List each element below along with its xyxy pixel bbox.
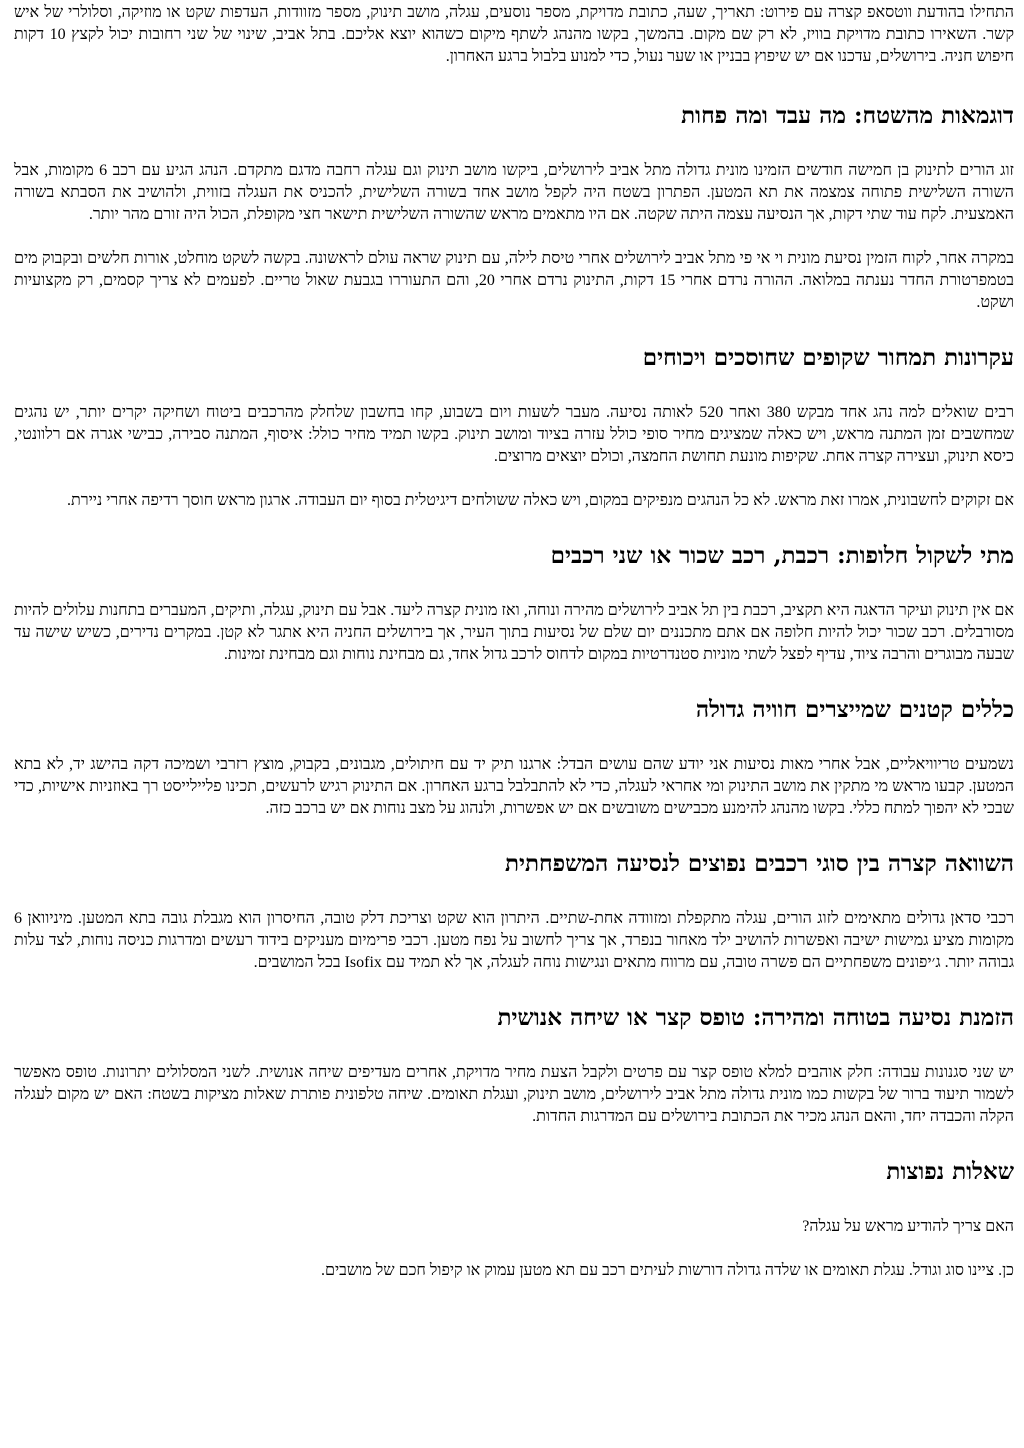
- section-faq: [14, 1157, 1014, 1282]
- faq-answer: כן. ציינו סוג וגודל. עגלת תאומים או שלדה גדולה דורשות לעיתים רכב עם תא מטען עמוק או קיפול חכם של מושבים.: [320, 1262, 1014, 1279]
- body-paragraph: רכבי סדאן גדולים מתאימים לזוג הורים, עגלה מתקפלת ומזוודה אחת-שתיים. היתרון הוא שקט וצריכת דלק טובה, החיסרון הוא מגבלת גובה בתא המטען. מיניוואן 6 מקומות מציע גמישות ישיבה ואפשרות להושיב ילד מאחור בנפרד, אך צריך לחשוב על נפח מטען. רכבי פרימיום מעניקים בידוד רעשים ומדרגות כניסה נוחות, לצד עלות גבוהה יותר. ג׳יפונים משפחתיים הם פשרה טובה, עם מרווח מתאים ונגישות נוחה לעגלה, אך לא תמיד עם Isofix בכל המושבים.: [14, 910, 1014, 971]
- faq-heading: שאלות נפוצות: [886, 1158, 1014, 1185]
- body-paragraph: רבים שואלים למה נהג אחד מבקש 380 ואחר 520 לאותה נסיעה. מעבר לשעות ויום בשבוע, קחו בחשבון שלחלק מהרכבים ביטוח ושחיקה יקרים יותר, יש נהגים שמחשבים זמן המתנה מראש, ויש כאלה שמציגים מחיר סופי כולל עזרה בציוד ומושב תינוק. בקשו תמיד מחיר כולל: איסוף, המתנה סבירה, כבישי אגרה אם רלוונטי, כיסא תינוק, ועצירה קצרה אחת. שקיפות מונעת תחושת החמצה, וכולם יוצאים מרוצים.: [14, 404, 1014, 465]
- section-vehicle-comparison: [14, 849, 1014, 974]
- section-heading: דוגמאות מהשטח: מה עבד ומה פחות: [681, 102, 1014, 129]
- section-heading: הזמנת נסיעה בטוחה ומהירה: טופס קצר או שיחה אנושית: [497, 1004, 1014, 1031]
- body-paragraph: אם אין תינוק ועיקר הדאגה היא תקציב, רכבת בין תל אביב לירושלים מהירה ונוחה, ואז מונית קצרה ליעד. אבל עם תינוק, עגלה, ותיקים, המעברים בתחנות עלולים להיות מסורבלים. רכב שכור יכול להיות חלופה אם אתם מתכננים יום שלם של נסיעות בתוך העיר, אך בירושלים החניה היא אתגר לא קטן. במקרים נדירים, כשיש שישה עד שבעה מבוגרים והרבה ציוד, עדיף לפצל לשתי מוניות סטנדרטיות במקום לדחוס לרכב גדול אחד, גם מבחינת נוחות וגם מבחינת זמינות.: [14, 602, 1014, 663]
- section-booking: [14, 1003, 1014, 1128]
- body-paragraph: זוג הורים לתינוק בן חמישה חודשים הזמינו מונית גדולה מתל אביב לירושלים, ביקשו מושב תינוק וגם עגלה רחבה מדגם מתקדם. הנהג הגיע עם רכב 6 מקומות, אבל השורה השלישית פתוחה צמצמה את תא המטען. הפתרון בשטח היה לקפל מושב אחד בשורה השלישית, להכניס את העגלה בזווית, ולהושיב את הסבתא בשורה האמצעית. לקח עוד שתי דקות, אך הנסיעה עצמה היתה שקטה. אם היו מתאמים מראש שהשורה השלישית תישאר חצי מקופלת, הכול היה זורם מהר יותר.: [14, 162, 1014, 223]
- body-paragraph: במקרה אחר, לקוח הזמין נסיעת מונית וי אי פי מתל אביב לירושלים אחרי טיסת לילה, עם תינוק שראה עולם לראשונה. בקשה לשקט מוחלט, אורות חלשים ובקבוק מים בטמפרטורת החדר נענתה במלואה. ההורה נרדם אחרי 15 דקות, התינוק נרדם אחרי 20, והם התעוררו בגבעת שאול טריים. לפעמים לא צריך קסמים, רק מקצועיות ושקט.: [14, 250, 1014, 311]
- intro-paragraph: התחילו בהודעת ווטסאפ קצרה עם פירוט: תאריך, שעה, כתובת מדויקת, מספר נוסעים, עגלה, מושב תינוק, מספר מזוודות, העדפות שקט או מוזיקה, וסלולרי של איש קשר. השאירו כתובת מדויקת בוויז, לא רק שם מקום. בהמשך, בקשו מהנהג לשתף מיקום כשהוא יוצא אליכם. בתל אביב, שינוי של שני רחובות יכול לקצץ 10 דקות חיפוש חניה. בירושלים, עדכנו אם יש שיפוץ בבניין או שער נעול, כדי למנוע בלבול ברגע האחרון.: [14, 4, 1015, 65]
- body-paragraph: נשמעים טריוויאליים, אבל אחרי מאות נסיעות אני יודע שהם עושים הבדל: ארגנו תיק יד עם חיתולים, מגבונים, בקבוק, מוצץ רזרבי ושמיכה דקה בהישג יד, לא בתא המטען. קבעו מראש מי מתקין את מושב התינוק ומי אחראי לעגלה, כדי לא להתבלבל ברגע האחרון. אם התינוק רגיש לרעשים, תכינו פליילייסט רך באוזניות אישיות, כדי שבכי לא יהפוך למתח כללי. בקשו מהנהג להימנע מכבישים משובשים אם יש אפשרות, ולנהוג על מצב נוחות אם יש ברכב כזה.: [14, 756, 1014, 817]
- body-paragraph: יש שני סגנונות עבודה: חלק אוהבים למלא טופס קצר עם פרטים ולקבל הצעת מחיר מדויקת, אחרים מעדיפים שיחה אנושית. לשני המסלולים יתרונות. טופס מאפשר לשמור תיעוד ברור של בקשות כמו מונית גדולה מתל אביב לירושלים, מושב תינוק, ועגלת תאומים. שיחה טלפונית פותרת שאלות מציקות בשטח: האם יש מקום לעגלה הקלה והכבדה יחד, והאם הנהג מכיר את הכתובת בירושלים עם המדרגות החדות.: [14, 1064, 1014, 1125]
- section-heading: מתי לשקול חלופות: רכבת, רכב שכור או שני רכבים: [550, 542, 1014, 569]
- body-paragraph: אם זקוקים לחשבונית, אמרו זאת מראש. לא כל הנהגים מנפיקים במקום, ויש כאלה ששולחים דיגיטלית בסוף יום העבודה. ארגון מראש חוסך רדיפה אחרי ניירת.: [66, 492, 1014, 509]
- section-heading: עקרונות תמחור שקופים שחוסכים ויכוחים: [642, 344, 1014, 371]
- section-alternatives: [14, 541, 1014, 666]
- section-heading: השוואה קצרה בין סוגי רכבים נפוצים לנסיעה המשפחתית: [504, 850, 1014, 877]
- section-heading: כללים קטנים שמייצרים חוויה גדולה: [695, 696, 1014, 723]
- section-pricing-principles: [14, 343, 1014, 512]
- section-field-examples: [14, 101, 1014, 314]
- section-small-rules: [14, 695, 1014, 820]
- faq-question: האם צריך להודיע מראש על עגלה?: [802, 1218, 1014, 1235]
